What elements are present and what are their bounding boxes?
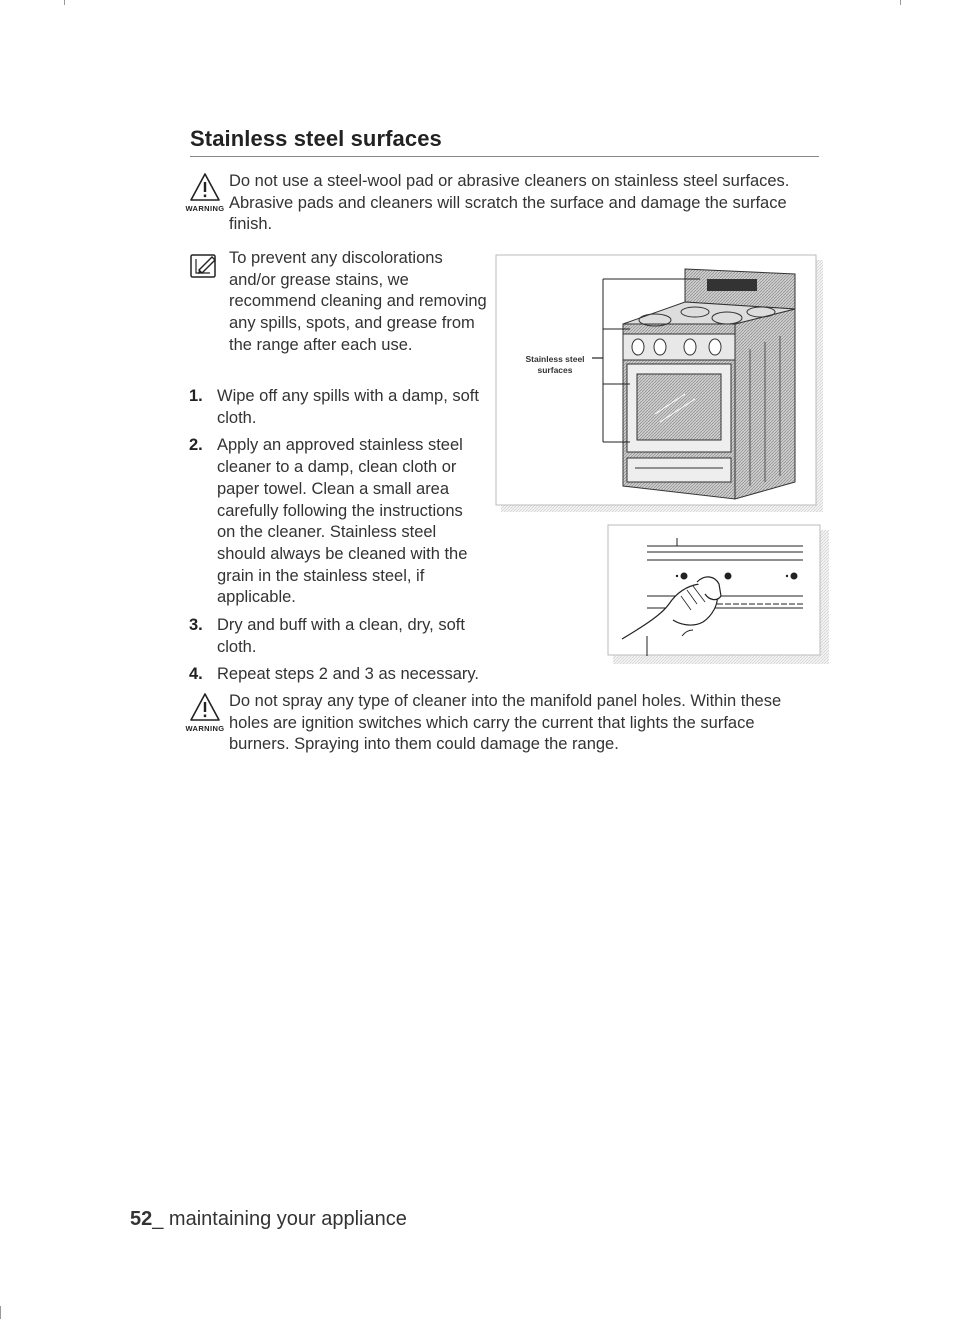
warning-icon: [180, 172, 230, 216]
page-footer: [130, 1208, 407, 1231]
warning-label: WARNING: [185, 724, 225, 733]
list-item: [185, 615, 485, 658]
crop-mark: [64, 0, 65, 5]
warning-triangle-icon: [189, 172, 221, 202]
crop-mark: [900, 0, 901, 5]
cleaning-illustration: [607, 524, 829, 664]
range-illustration: [495, 254, 825, 514]
callout-label: [515, 354, 595, 376]
warning-label: WARNING: [185, 204, 225, 213]
warning-icon: [180, 692, 230, 736]
warning-text: Do not use a steel-wool pad or abrasive cleaners on stainless steel surfaces. Abrasive pads and cleaners will scratch the surface and damage the surface finish.: [229, 172, 790, 234]
step-number: 1.: [189, 387, 203, 405]
list-item: [185, 435, 485, 609]
list-item: [185, 664, 547, 686]
callout-line-2: surfaces: [537, 365, 573, 375]
step-number: 3.: [189, 616, 203, 635]
page-number: 52: [130, 1208, 153, 1230]
step-text: Apply an approved stainless steel cleaner to a damp, clean cloth or paper towel. Clean a small area carefully following the instructions on the cleaner. Stainless steel should always be cleaned with the grain in the stainless steel, if applicable.: [217, 436, 468, 607]
list-item: [185, 386, 485, 429]
warning-triangle-icon: [189, 692, 221, 722]
title-rule: [190, 156, 819, 157]
footer-separator: _: [152, 1208, 164, 1230]
callout-line-1: Stainless steel: [525, 354, 585, 364]
note-icon: [188, 252, 222, 287]
warning-text: Do not spray any type of cleaner into the manifold panel holes. Within these holes are ignition switches which carry the current that lights the surface burners. Spraying into them could damage the range.: [229, 692, 782, 754]
step-text: Repeat steps 2 and 3 as necessary.: [217, 665, 480, 684]
step-text: Wipe off any spills with a damp, soft cloth.: [217, 387, 479, 427]
note-text: To prevent any discolorations and/or grease stains, we recommend cleaning and removing any spills, spots, and grease from the range after each use.: [229, 249, 487, 354]
steps-list: [185, 386, 485, 692]
step-number: 2.: [189, 436, 203, 455]
step-number: 4.: [189, 665, 203, 684]
footer-section-name: maintaining your appliance: [163, 1208, 407, 1230]
section-title: Stainless steel surfaces: [190, 126, 442, 151]
step-text: Dry and buff with a clean, dry, soft cloth.: [217, 616, 465, 656]
crop-mark: [0, 1306, 1, 1319]
